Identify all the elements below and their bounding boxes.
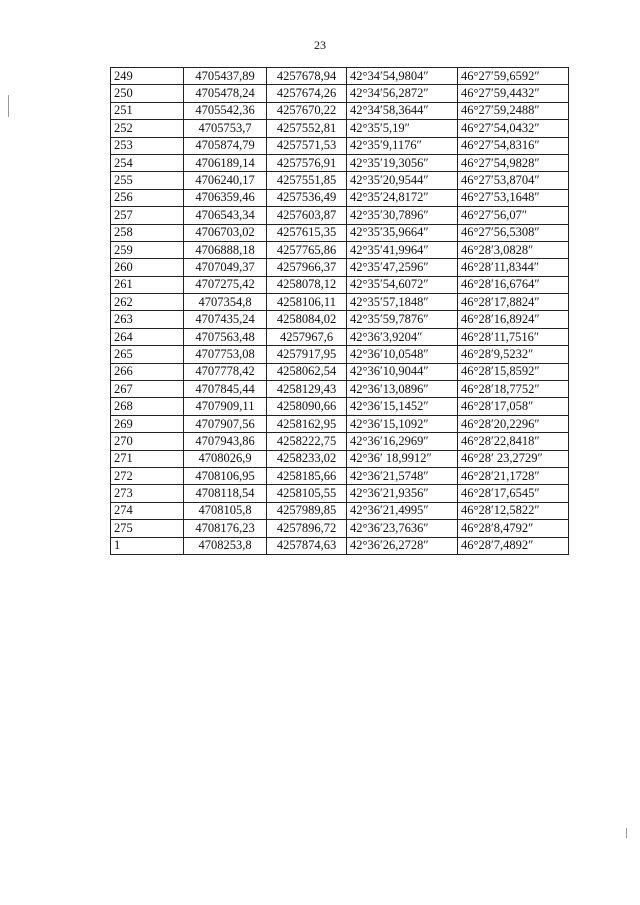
x-coordinate-cell: 4707909,11 xyxy=(184,398,267,415)
table-row xyxy=(111,415,569,432)
longitude-cell: 46°28′3,0828″ xyxy=(458,241,569,258)
x-coordinate-cell: 4706543,34 xyxy=(184,207,267,224)
longitude-cell: 46°28′20,2296″ xyxy=(458,415,569,432)
longitude-cell: 46°27′54,8316″ xyxy=(458,137,569,154)
x-coordinate-cell: 4707907,56 xyxy=(184,415,267,432)
longitude-cell: 46°28′21,1728″ xyxy=(458,467,569,484)
point-number-cell: 273 xyxy=(111,485,184,502)
y-coordinate-cell: 4257571,53 xyxy=(267,137,347,154)
point-number-cell: 255 xyxy=(111,172,184,189)
longitude-cell: 46°28′7,4892″ xyxy=(458,537,569,554)
x-coordinate-cell: 4708118,54 xyxy=(184,485,267,502)
latitude-cell: 42°35′30,7896″ xyxy=(347,207,458,224)
y-coordinate-cell: 4257678,94 xyxy=(267,68,347,85)
point-number-cell: 253 xyxy=(111,137,184,154)
table-row xyxy=(111,381,569,398)
latitude-cell: 42°34′54,9804″ xyxy=(347,68,458,85)
point-number-cell: 254 xyxy=(111,154,184,171)
latitude-cell: 42°35′57,1848″ xyxy=(347,294,458,311)
point-number-cell: 275 xyxy=(111,520,184,537)
y-coordinate-cell: 4257917,95 xyxy=(267,346,347,363)
table-row xyxy=(111,467,569,484)
x-coordinate-cell: 4708253,8 xyxy=(184,537,267,554)
x-coordinate-cell: 4706359,46 xyxy=(184,189,267,206)
y-coordinate-cell: 4257576,91 xyxy=(267,154,347,171)
y-coordinate-cell: 4258062,54 xyxy=(267,363,347,380)
y-coordinate-cell: 4258078,12 xyxy=(267,276,347,293)
point-number-cell: 256 xyxy=(111,189,184,206)
table-row xyxy=(111,137,569,154)
y-coordinate-cell: 4258106,11 xyxy=(267,294,347,311)
point-number-cell: 274 xyxy=(111,502,184,519)
x-coordinate-cell: 4706703,02 xyxy=(184,224,267,241)
x-coordinate-cell: 4707435,24 xyxy=(184,311,267,328)
latitude-cell: 42°35′24,8172″ xyxy=(347,189,458,206)
point-number-cell: 269 xyxy=(111,415,184,432)
latitude-cell: 42°36′10,9044″ xyxy=(347,363,458,380)
longitude-cell: 46°28′17,8824″ xyxy=(458,294,569,311)
y-coordinate-cell: 4258233,02 xyxy=(267,450,347,467)
page-number: 23 xyxy=(314,38,326,52)
point-number-cell: 270 xyxy=(111,433,184,450)
table-row xyxy=(111,346,569,363)
point-number-cell: 263 xyxy=(111,311,184,328)
point-number-cell: 265 xyxy=(111,346,184,363)
x-coordinate-cell: 4705478,24 xyxy=(184,85,267,102)
x-coordinate-cell: 4705753,7 xyxy=(184,120,267,137)
y-coordinate-cell: 4257552,81 xyxy=(267,120,347,137)
latitude-cell: 42°35′19,3056″ xyxy=(347,154,458,171)
x-coordinate-cell: 4707845,44 xyxy=(184,381,267,398)
latitude-cell: 42°36′15,1092″ xyxy=(347,415,458,432)
latitude-cell: 42°36′15,1452″ xyxy=(347,398,458,415)
point-number-cell: 258 xyxy=(111,224,184,241)
y-coordinate-cell: 4257674,26 xyxy=(267,85,347,102)
table-row xyxy=(111,398,569,415)
longitude-cell: 46°27′59,6592″ xyxy=(458,68,569,85)
latitude-cell: 42°36′21,9356″ xyxy=(347,485,458,502)
x-coordinate-cell: 4706240,17 xyxy=(184,172,267,189)
x-coordinate-cell: 4707563,48 xyxy=(184,328,267,345)
latitude-cell: 42°36′16,2969″ xyxy=(347,433,458,450)
longitude-cell: 46°27′56,5308″ xyxy=(458,224,569,241)
table-row xyxy=(111,485,569,502)
latitude-cell: 42°35′54,6072″ xyxy=(347,276,458,293)
longitude-cell: 46°27′59,2488″ xyxy=(458,102,569,119)
longitude-cell: 46°28′12,5822″ xyxy=(458,502,569,519)
y-coordinate-cell: 4258185,66 xyxy=(267,467,347,484)
longitude-cell: 46°28′11,8344″ xyxy=(458,259,569,276)
y-coordinate-cell: 4258162,95 xyxy=(267,415,347,432)
x-coordinate-cell: 4707354,8 xyxy=(184,294,267,311)
table-row xyxy=(111,328,569,345)
table-row xyxy=(111,224,569,241)
table-row xyxy=(111,294,569,311)
point-number-cell: 257 xyxy=(111,207,184,224)
y-coordinate-cell: 4257989,85 xyxy=(267,502,347,519)
y-coordinate-cell: 4257536,49 xyxy=(267,189,347,206)
latitude-cell: 42°36′21,5748″ xyxy=(347,467,458,484)
table-row xyxy=(111,207,569,224)
table-row xyxy=(111,363,569,380)
point-number-cell: 272 xyxy=(111,467,184,484)
x-coordinate-cell: 4705437,89 xyxy=(184,68,267,85)
table-row xyxy=(111,120,569,137)
latitude-cell: 42°35′47,2596″ xyxy=(347,259,458,276)
scan-mark xyxy=(8,95,9,117)
table-row xyxy=(111,241,569,258)
y-coordinate-cell: 4257551,85 xyxy=(267,172,347,189)
scan-mark xyxy=(626,828,627,838)
longitude-cell: 46°28′16,8924″ xyxy=(458,311,569,328)
latitude-cell: 42°36′ 18,9912″ xyxy=(347,450,458,467)
x-coordinate-cell: 4705542,36 xyxy=(184,102,267,119)
y-coordinate-cell: 4257896,72 xyxy=(267,520,347,537)
table-row xyxy=(111,537,569,554)
y-coordinate-cell: 4258084,02 xyxy=(267,311,347,328)
longitude-cell: 46°28′15,8592″ xyxy=(458,363,569,380)
latitude-cell: 42°36′23,7636″ xyxy=(347,520,458,537)
x-coordinate-cell: 4708176,23 xyxy=(184,520,267,537)
point-number-cell: 259 xyxy=(111,241,184,258)
longitude-cell: 46°28′8,4792″ xyxy=(458,520,569,537)
longitude-cell: 46°27′54,9828″ xyxy=(458,154,569,171)
latitude-cell: 42°34′58,3644″ xyxy=(347,102,458,119)
point-number-cell: 249 xyxy=(111,68,184,85)
x-coordinate-cell: 4706189,14 xyxy=(184,154,267,171)
latitude-cell: 42°36′10,0548″ xyxy=(347,346,458,363)
table-row xyxy=(111,102,569,119)
y-coordinate-cell: 4257874,63 xyxy=(267,537,347,554)
latitude-cell: 42°35′59,7876″ xyxy=(347,311,458,328)
table-row xyxy=(111,189,569,206)
latitude-cell: 42°35′41,9964″ xyxy=(347,241,458,258)
longitude-cell: 46°28′11,7516″ xyxy=(458,328,569,345)
y-coordinate-cell: 4258105,55 xyxy=(267,485,347,502)
y-coordinate-cell: 4258129,43 xyxy=(267,381,347,398)
table-row xyxy=(111,172,569,189)
table-row xyxy=(111,520,569,537)
point-number-cell: 267 xyxy=(111,381,184,398)
point-number-cell: 1 xyxy=(111,537,184,554)
point-number-cell: 251 xyxy=(111,102,184,119)
point-number-cell: 261 xyxy=(111,276,184,293)
latitude-cell: 42°35′20,9544″ xyxy=(347,172,458,189)
y-coordinate-cell: 4257967,6 xyxy=(267,328,347,345)
x-coordinate-cell: 4705874,79 xyxy=(184,137,267,154)
longitude-cell: 46°28′17,058″ xyxy=(458,398,569,415)
x-coordinate-cell: 4708105,8 xyxy=(184,502,267,519)
y-coordinate-cell: 4258090,66 xyxy=(267,398,347,415)
x-coordinate-cell: 4707778,42 xyxy=(184,363,267,380)
x-coordinate-cell: 4706888,18 xyxy=(184,241,267,258)
longitude-cell: 46°27′53,1648″ xyxy=(458,189,569,206)
longitude-cell: 46°28′9,5232″ xyxy=(458,346,569,363)
point-number-cell: 252 xyxy=(111,120,184,137)
latitude-cell: 42°36′21,4995″ xyxy=(347,502,458,519)
longitude-cell: 46°28′16,6764″ xyxy=(458,276,569,293)
latitude-cell: 42°35′35,9664″ xyxy=(347,224,458,241)
latitude-cell: 42°35′9,1176″ xyxy=(347,137,458,154)
y-coordinate-cell: 4257966,37 xyxy=(267,259,347,276)
x-coordinate-cell: 4708106,95 xyxy=(184,467,267,484)
table-row xyxy=(111,502,569,519)
point-number-cell: 262 xyxy=(111,294,184,311)
point-number-cell: 264 xyxy=(111,328,184,345)
latitude-cell: 42°35′5,19″ xyxy=(347,120,458,137)
longitude-cell: 46°28′17,6545″ xyxy=(458,485,569,502)
point-number-cell: 271 xyxy=(111,450,184,467)
longitude-cell: 46°28′22,8418″ xyxy=(458,433,569,450)
table-row xyxy=(111,85,569,102)
x-coordinate-cell: 4707943,86 xyxy=(184,433,267,450)
table-row xyxy=(111,259,569,276)
y-coordinate-cell: 4258222,75 xyxy=(267,433,347,450)
point-number-cell: 268 xyxy=(111,398,184,415)
table-row xyxy=(111,154,569,171)
y-coordinate-cell: 4257670,22 xyxy=(267,102,347,119)
x-coordinate-cell: 4707275,42 xyxy=(184,276,267,293)
x-coordinate-cell: 4707753,08 xyxy=(184,346,267,363)
longitude-cell: 46°27′53,8704″ xyxy=(458,172,569,189)
table-row xyxy=(111,450,569,467)
longitude-cell: 46°27′54,0432″ xyxy=(458,120,569,137)
table-row xyxy=(111,68,569,85)
y-coordinate-cell: 4257765,86 xyxy=(267,241,347,258)
point-number-cell: 266 xyxy=(111,363,184,380)
table-row xyxy=(111,311,569,328)
y-coordinate-cell: 4257615,35 xyxy=(267,224,347,241)
x-coordinate-cell: 4707049,37 xyxy=(184,259,267,276)
latitude-cell: 42°36′13,0896″ xyxy=(347,381,458,398)
latitude-cell: 42°36′26,2728″ xyxy=(347,537,458,554)
table-row xyxy=(111,433,569,450)
coordinates-table xyxy=(110,67,569,555)
longitude-cell: 46°27′59,4432″ xyxy=(458,85,569,102)
longitude-cell: 46°28′18,7752″ xyxy=(458,381,569,398)
point-number-cell: 260 xyxy=(111,259,184,276)
table-row xyxy=(111,276,569,293)
coordinates-table-body xyxy=(111,68,569,555)
latitude-cell: 42°36′3,9204″ xyxy=(347,328,458,345)
x-coordinate-cell: 4708026,9 xyxy=(184,450,267,467)
longitude-cell: 46°28′ 23,2729″ xyxy=(458,450,569,467)
latitude-cell: 42°34′56,2872″ xyxy=(347,85,458,102)
y-coordinate-cell: 4257603,87 xyxy=(267,207,347,224)
longitude-cell: 46°27′56,07″ xyxy=(458,207,569,224)
point-number-cell: 250 xyxy=(111,85,184,102)
